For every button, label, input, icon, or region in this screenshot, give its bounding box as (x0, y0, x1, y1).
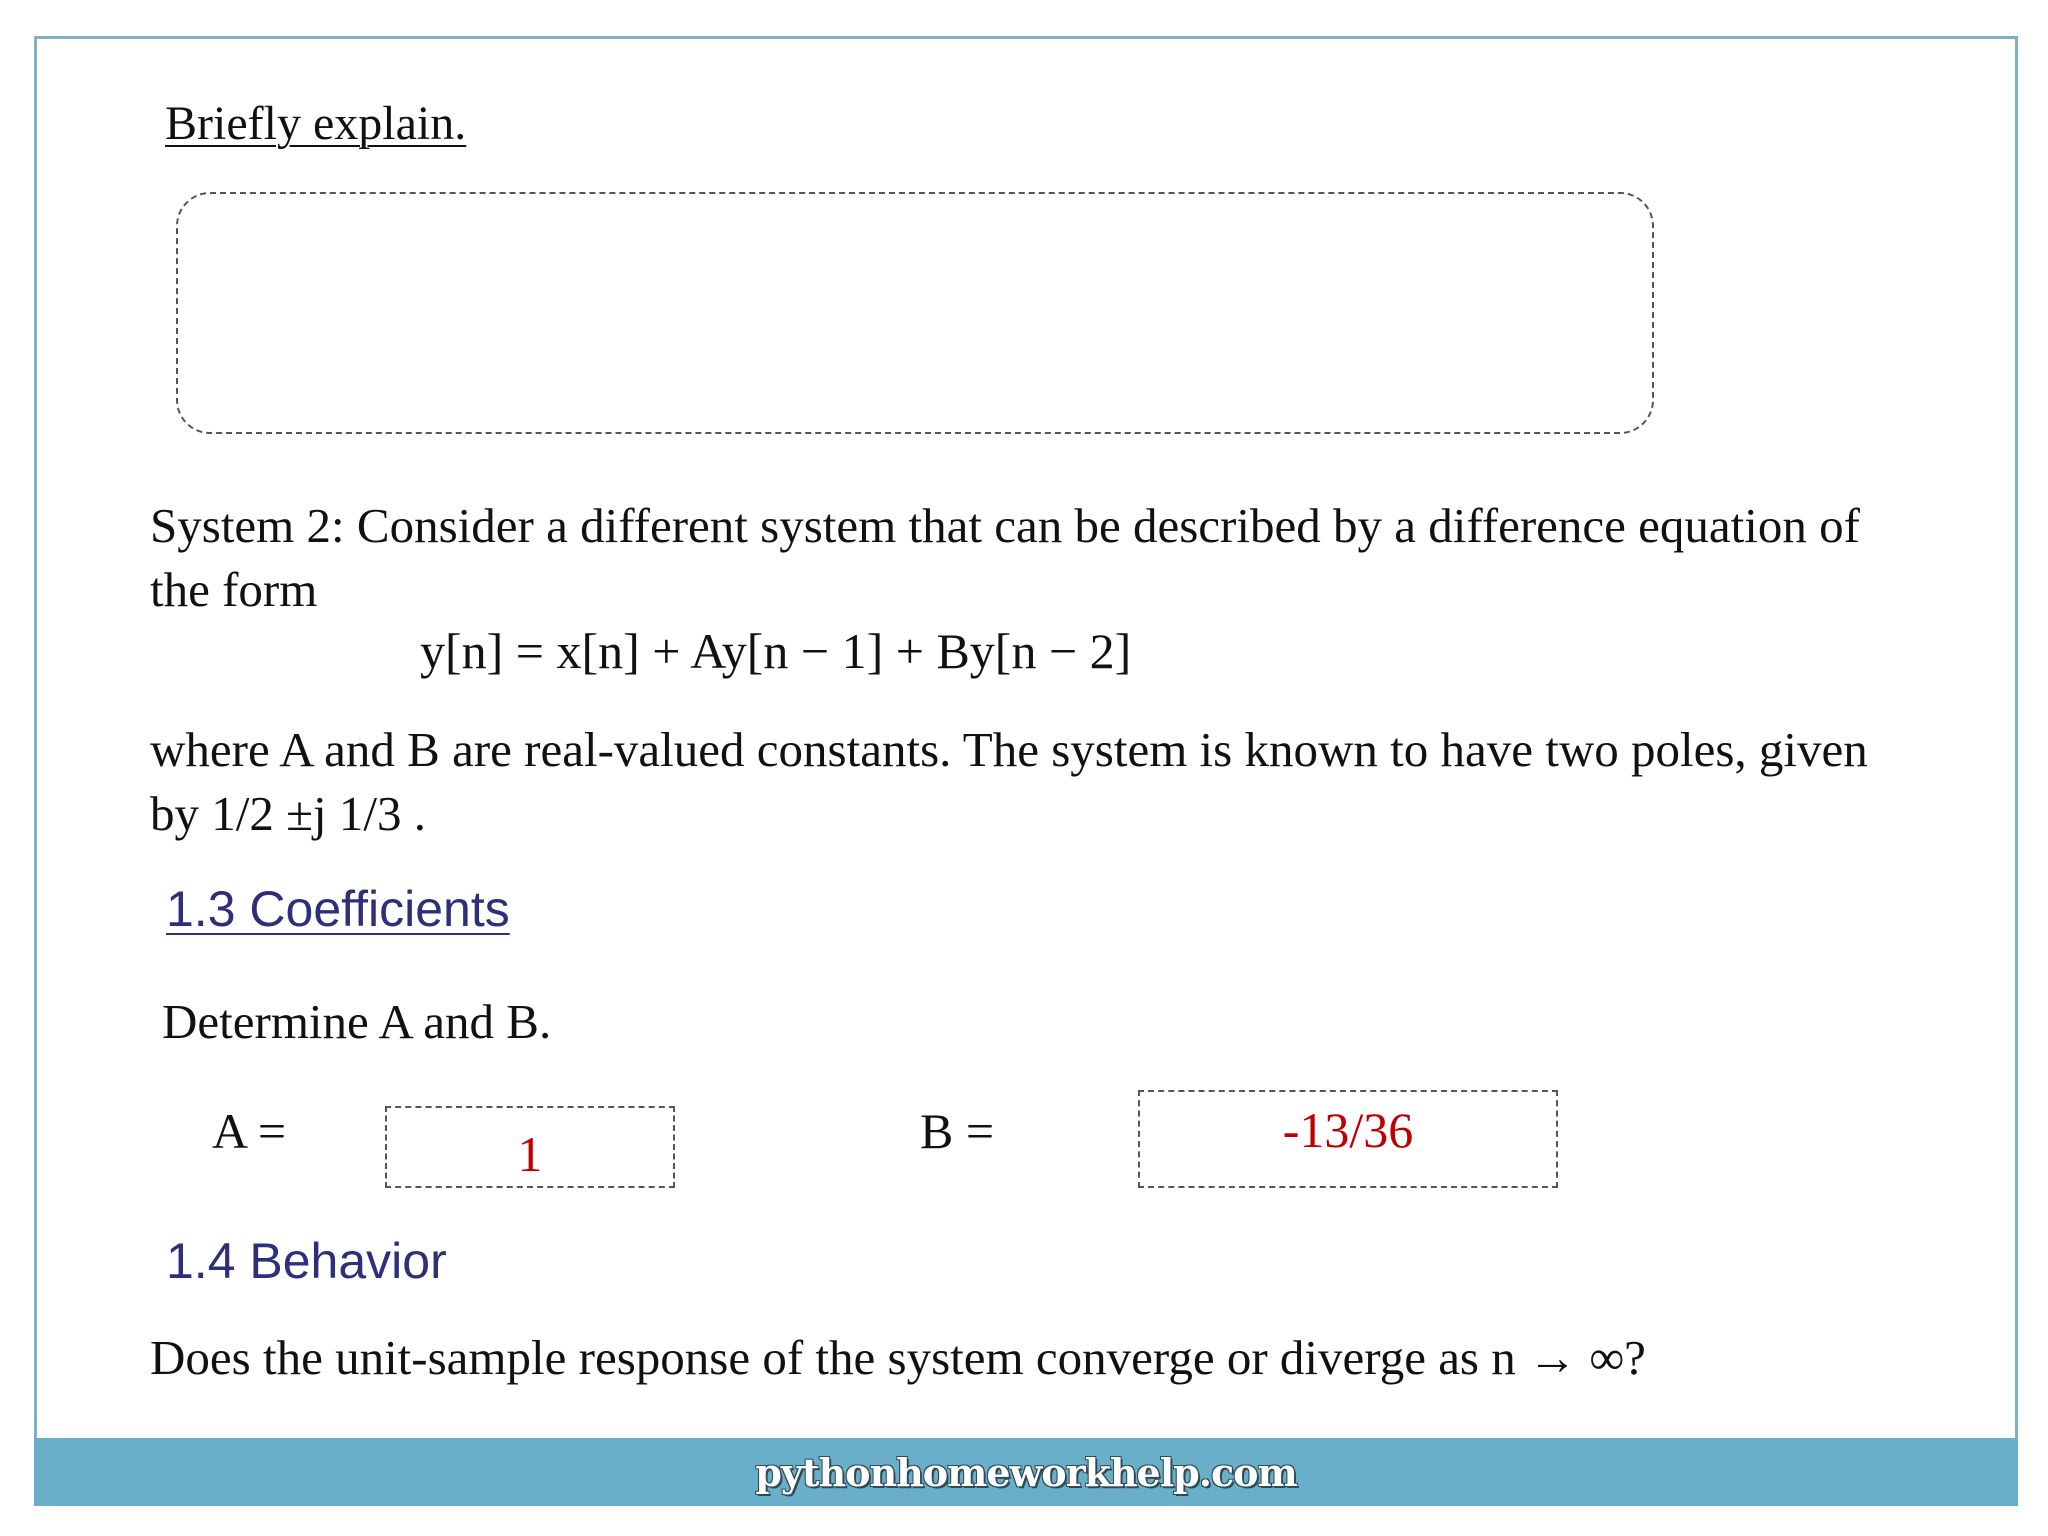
b-answer-box[interactable] (1138, 1090, 1558, 1188)
behavior-question: Does the unit-sample response of the system converge or diverge as n → ∞? (150, 1330, 1646, 1385)
a-answer-box[interactable] (385, 1106, 675, 1188)
explanation-answer-box[interactable] (176, 192, 1654, 434)
system2-description-line2: by 1/2 ±j 1/3 . (150, 786, 426, 841)
system2-description-line1: where A and B are real-valued constants. The system is known to have two poles, given (150, 722, 1868, 777)
b-answer-value: -13/36 (1282, 1102, 1414, 1158)
footer-site-watermark: pythonhomeworkhelp.com (755, 1449, 1297, 1495)
briefly-explain-heading: Briefly explain. (165, 97, 467, 150)
determine-prompt: Determine A and B. (162, 994, 552, 1049)
footer-bar (34, 1438, 2018, 1506)
b-label: B = (920, 1103, 995, 1159)
a-answer-value: 1 (517, 1126, 543, 1182)
a-label: A = (212, 1103, 287, 1159)
coefficients-section-title: 1.3 Coefficients (166, 881, 510, 937)
system2-intro-line1: System 2: Consider a different system that can be described by a difference equation of (150, 498, 1860, 553)
system2-intro-line2: the form (150, 562, 318, 617)
behavior-section-title: 1.4 Behavior (166, 1233, 447, 1289)
difference-equation: y[n] = x[n] + Ay[n − 1] + By[n − 2] (420, 623, 1132, 679)
